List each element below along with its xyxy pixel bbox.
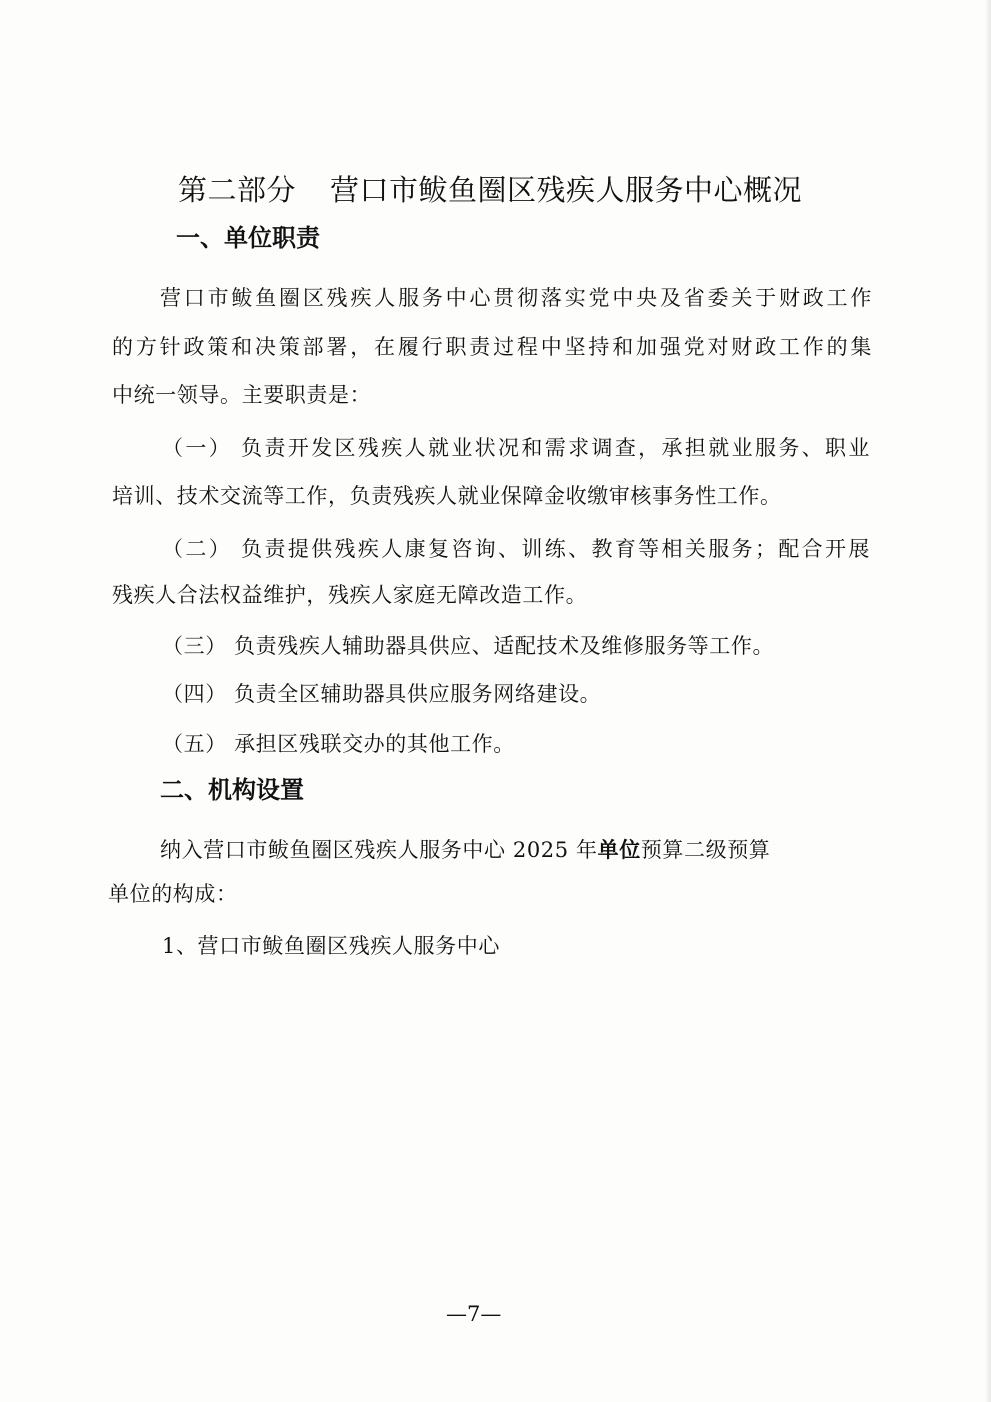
duty-item-1-cont: 培训、技术交流等工作，负责残疾人就业保障金收缴审核事务性工作。 [112,484,782,508]
intro-line: 的方针政策和决策部署，在履行职责过程中坚持和加强党对财政工作的集 [112,335,872,359]
duty-item-2-cont: 残疾人合法权益维护，残疾人家庭无障改造工作。 [112,583,588,607]
page-number: —7— [446,1302,502,1326]
duty-item-5: （五） 承担区残联交办的其他工作。 [162,732,515,756]
duty-item-1: （一） 负责开发区残疾人就业状况和需求调查，承担就业服务、职业 [162,436,870,460]
intro-line: 营口市鲅鱼圈区残疾人服务中心贯彻落实党中央及省委关于财政工作 [160,286,872,310]
duty-item-3: （三） 负责残疾人辅助器具供应、适配技术及维修服务等工作。 [162,634,775,658]
org-description-cont: 单位的构成： [108,882,238,906]
title-main: 营口市鲅鱼圈区残疾人服务中心概况 [330,173,803,207]
org-unit-item: 1、营口市鲅鱼圈区残疾人服务中心 [162,934,500,958]
section-heading-duties: 一、单位职责 [176,224,320,252]
org-description: 纳入营口市鲅鱼圈区残疾人服务中心 2025 年单位预算二级预算 [160,838,771,862]
section-heading-org: 二、机构设置 [160,776,304,804]
intro-line: 中统一领导。主要职责是： [112,383,372,407]
scan-edge [985,0,991,1402]
title-part: 第二部分 [178,173,297,207]
page-title [178,168,802,209]
duty-item-2: （二） 负责提供残疾人康复咨询、训练、教育等相关服务；配合开展 [162,537,870,561]
duty-item-4: （四） 负责全区辅助器具供应服务网络建设。 [162,682,602,706]
